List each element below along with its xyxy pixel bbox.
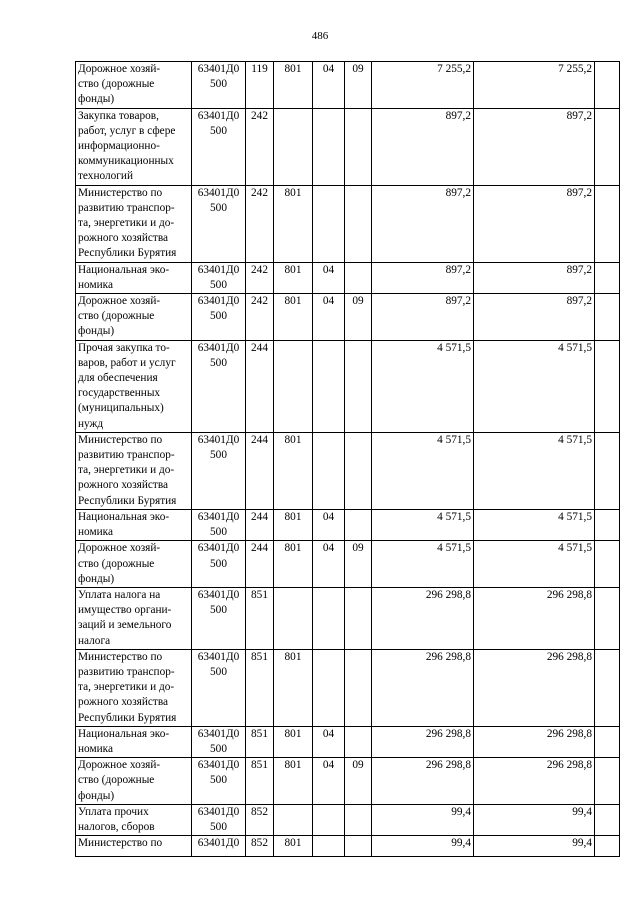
row-name-cell: Дорожное хозяй- ство (дорожные фонды) (76, 758, 192, 805)
row-grbs-cell (274, 340, 313, 432)
row-pr-cell: 09 (345, 294, 372, 341)
row-sum1-cell: 296 298,8 (372, 587, 474, 649)
table-row (76, 340, 620, 432)
row-sum1-cell: 897,2 (372, 108, 474, 185)
budget-table (75, 61, 620, 857)
row-name-cell: Министерство по развитию транспор- та, энергетики и до- рожного хозяйства Республики Бурятия (76, 185, 192, 262)
row-sum1-cell: 4 571,5 (372, 541, 474, 588)
row-grbs-cell: 801 (274, 758, 313, 805)
table-row (76, 649, 620, 726)
row-code-cell: 63401Д0 500 (192, 649, 246, 726)
row-name-cell: Национальная эко- номика (76, 262, 192, 293)
row-pr-cell (345, 262, 372, 293)
row-vr-cell: 851 (246, 726, 274, 757)
row-code-cell: 63401Д0 500 (192, 62, 246, 109)
row-vr-cell: 851 (246, 587, 274, 649)
row-grbs-cell: 801 (274, 509, 313, 540)
row-vr-cell: 852 (246, 836, 274, 857)
row-vr-cell: 851 (246, 758, 274, 805)
row-pr-cell (345, 185, 372, 262)
row-sum2-cell: 99,4 (474, 836, 595, 857)
row-name-cell: Министерство по развитию транспор- та, энергетики и до- рожного хозяйства Республики Бурятия (76, 432, 192, 509)
row-extra-cell (595, 726, 620, 757)
page-number: 486 (311, 30, 329, 42)
table-row (76, 758, 620, 805)
row-sum1-cell: 4 571,5 (372, 509, 474, 540)
row-vr-cell: 244 (246, 340, 274, 432)
table-row (76, 185, 620, 262)
row-code-cell: 63401Д0 500 (192, 758, 246, 805)
table-row (76, 262, 620, 293)
row-extra-cell (595, 294, 620, 341)
row-name-cell: Уплата налога на имущество органи- заций и земельного налога (76, 587, 192, 649)
row-code-cell: 63401Д0 500 (192, 185, 246, 262)
row-sum2-cell: 296 298,8 (474, 726, 595, 757)
row-vr-cell: 242 (246, 294, 274, 341)
row-pr-cell (345, 649, 372, 726)
row-sum1-cell: 296 298,8 (372, 726, 474, 757)
table-row (76, 541, 620, 588)
row-rz-cell (313, 804, 345, 835)
row-rz-cell: 04 (313, 62, 345, 109)
row-extra-cell (595, 340, 620, 432)
row-sum2-cell: 4 571,5 (474, 340, 595, 432)
row-extra-cell (595, 108, 620, 185)
row-sum2-cell: 897,2 (474, 108, 595, 185)
table-row (76, 726, 620, 757)
row-grbs-cell: 801 (274, 62, 313, 109)
row-grbs-cell (274, 804, 313, 835)
row-vr-cell: 244 (246, 541, 274, 588)
row-rz-cell (313, 185, 345, 262)
row-name-cell: Министерство по (76, 836, 192, 857)
row-rz-cell (313, 649, 345, 726)
table-row (76, 804, 620, 835)
row-name-cell: Дорожное хозяй- ство (дорожные фонды) (76, 541, 192, 588)
row-code-cell: 63401Д0 500 (192, 294, 246, 341)
row-sum1-cell: 296 298,8 (372, 758, 474, 805)
row-sum2-cell: 7 255,2 (474, 62, 595, 109)
row-vr-cell: 852 (246, 804, 274, 835)
row-rz-cell (313, 340, 345, 432)
row-vr-cell: 851 (246, 649, 274, 726)
row-extra-cell (595, 62, 620, 109)
row-name-cell: Национальная эко- номика (76, 726, 192, 757)
row-name-cell: Министерство по развитию транспор- та, энергетики и до- рожного хозяйства Республики Бурятия (76, 649, 192, 726)
row-sum1-cell: 4 571,5 (372, 340, 474, 432)
row-pr-cell (345, 108, 372, 185)
row-rz-cell (313, 587, 345, 649)
row-sum2-cell: 99,4 (474, 804, 595, 835)
row-pr-cell (345, 432, 372, 509)
row-vr-cell: 244 (246, 432, 274, 509)
row-code-cell: 63401Д0 500 (192, 262, 246, 293)
table-row (76, 294, 620, 341)
row-sum1-cell: 4 571,5 (372, 432, 474, 509)
row-pr-cell (345, 509, 372, 540)
row-name-cell: Национальная эко- номика (76, 509, 192, 540)
row-sum1-cell: 897,2 (372, 185, 474, 262)
row-grbs-cell: 801 (274, 836, 313, 857)
row-pr-cell: 09 (345, 758, 372, 805)
row-vr-cell: 119 (246, 62, 274, 109)
row-sum1-cell: 7 255,2 (372, 62, 474, 109)
row-rz-cell (313, 836, 345, 857)
row-sum1-cell: 99,4 (372, 804, 474, 835)
row-grbs-cell (274, 108, 313, 185)
row-rz-cell (313, 432, 345, 509)
row-name-cell: Дорожное хозяй- ство (дорожные фонды) (76, 294, 192, 341)
row-sum2-cell: 897,2 (474, 294, 595, 341)
row-extra-cell (595, 185, 620, 262)
row-sum1-cell: 99,4 (372, 836, 474, 857)
row-pr-cell (345, 340, 372, 432)
row-rz-cell: 04 (313, 294, 345, 341)
row-code-cell: 63401Д0 (192, 836, 246, 857)
row-rz-cell: 04 (313, 758, 345, 805)
row-vr-cell: 244 (246, 509, 274, 540)
row-pr-cell: 09 (345, 541, 372, 588)
row-sum1-cell: 897,2 (372, 262, 474, 293)
row-name-cell: Уплата прочих налогов, сборов (76, 804, 192, 835)
row-extra-cell (595, 541, 620, 588)
row-grbs-cell: 801 (274, 262, 313, 293)
row-pr-cell (345, 804, 372, 835)
row-extra-cell (595, 649, 620, 726)
row-rz-cell: 04 (313, 509, 345, 540)
row-sum2-cell: 296 298,8 (474, 758, 595, 805)
row-pr-cell (345, 726, 372, 757)
row-sum2-cell: 897,2 (474, 185, 595, 262)
row-vr-cell: 242 (246, 262, 274, 293)
row-grbs-cell: 801 (274, 649, 313, 726)
row-code-cell: 63401Д0 500 (192, 509, 246, 540)
row-sum2-cell: 4 571,5 (474, 509, 595, 540)
row-vr-cell: 242 (246, 185, 274, 262)
row-pr-cell (345, 836, 372, 857)
row-name-cell: Прочая закупка то- варов, работ и услуг для обеспечения государственных (муниципальных) нужд (76, 340, 192, 432)
row-code-cell: 63401Д0 500 (192, 804, 246, 835)
row-sum1-cell: 296 298,8 (372, 649, 474, 726)
table-row (76, 836, 620, 857)
row-grbs-cell: 801 (274, 726, 313, 757)
row-extra-cell (595, 804, 620, 835)
table-row (76, 587, 620, 649)
row-pr-cell: 09 (345, 62, 372, 109)
row-grbs-cell: 801 (274, 185, 313, 262)
row-extra-cell (595, 262, 620, 293)
row-sum2-cell: 897,2 (474, 262, 595, 293)
table-row (76, 509, 620, 540)
row-extra-cell (595, 587, 620, 649)
row-code-cell: 63401Д0 500 (192, 108, 246, 185)
row-sum2-cell: 296 298,8 (474, 587, 595, 649)
row-sum1-cell: 897,2 (372, 294, 474, 341)
row-pr-cell (345, 587, 372, 649)
row-code-cell: 63401Д0 500 (192, 726, 246, 757)
row-name-cell: Закупка товаров, работ, услуг в сфере информационно- коммуникационных технологий (76, 108, 192, 185)
row-extra-cell (595, 758, 620, 805)
row-sum2-cell: 4 571,5 (474, 432, 595, 509)
row-code-cell: 63401Д0 500 (192, 340, 246, 432)
row-grbs-cell: 801 (274, 541, 313, 588)
row-rz-cell: 04 (313, 262, 345, 293)
row-rz-cell: 04 (313, 726, 345, 757)
row-grbs-cell (274, 587, 313, 649)
row-grbs-cell: 801 (274, 294, 313, 341)
row-extra-cell (595, 836, 620, 857)
row-grbs-cell: 801 (274, 432, 313, 509)
row-code-cell: 63401Д0 500 (192, 587, 246, 649)
row-rz-cell (313, 108, 345, 185)
row-code-cell: 63401Д0 500 (192, 541, 246, 588)
row-sum2-cell: 296 298,8 (474, 649, 595, 726)
row-vr-cell: 242 (246, 108, 274, 185)
row-name-cell: Дорожное хозяй- ство (дорожные фонды) (76, 62, 192, 109)
row-extra-cell (595, 509, 620, 540)
table-row (76, 432, 620, 509)
table-row (76, 108, 620, 185)
row-sum2-cell: 4 571,5 (474, 541, 595, 588)
row-rz-cell: 04 (313, 541, 345, 588)
row-code-cell: 63401Д0 500 (192, 432, 246, 509)
table-row (76, 62, 620, 109)
row-extra-cell (595, 432, 620, 509)
